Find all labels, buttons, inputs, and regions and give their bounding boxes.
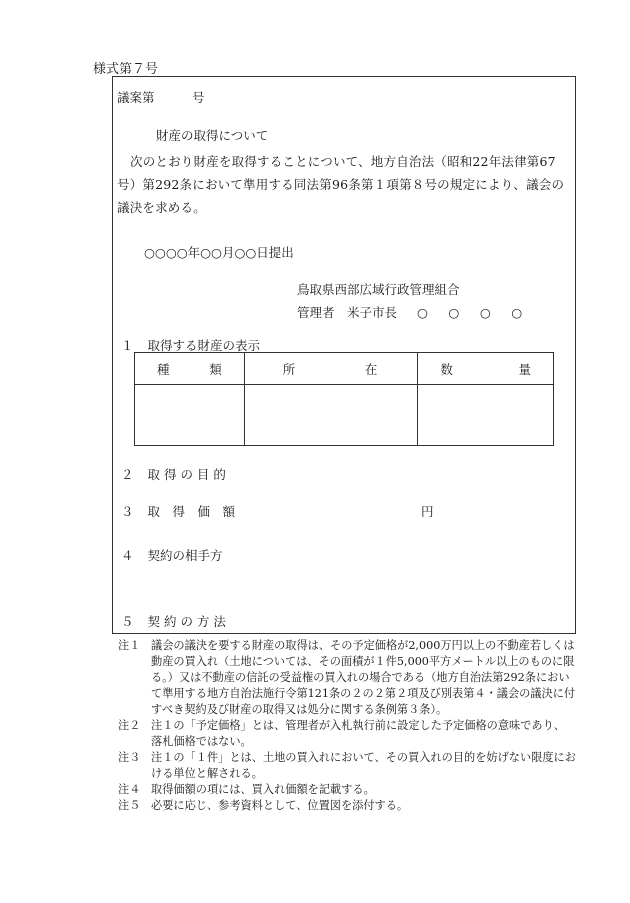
asset-table-header [135,353,554,385]
note-5 [118,798,576,814]
section-1-title: 取得する財産の表示 [147,338,261,353]
submission-date: ○○○○年○○月○○日提出 [144,245,294,260]
organization-name: 鳥取県西部広域行政管理組合 [297,282,460,297]
header-location-char-2: 在 [364,361,378,377]
note-text: 注１の「予定価格」とは、管理者が入札執行前に設定した予定価格の意味であり、落札価格ではない。 [151,719,565,748]
note-text: 注１の「１件」とは、土地の買入れにおいて、その買入れの目的を妨げない限度における単位と解される。 [151,751,576,780]
section-2 [121,465,226,483]
section-4 [121,546,223,564]
asset-table [134,352,554,446]
bill-number: 議案第 号 [117,90,205,105]
header-location [244,353,418,385]
section-3 [121,502,235,520]
section-3-number: ３ [121,504,134,519]
note-text: 取得価額の項には、買入れ価額を記載する。 [151,783,375,796]
section-1-number: １ [121,338,134,353]
cell-quantity[interactable] [418,385,554,446]
manager-title: 管理者 米子市長 [297,305,398,320]
price-unit: 円 [421,504,434,519]
section-4-number: ４ [121,548,134,563]
cell-type[interactable] [135,385,245,446]
manager-signature [297,303,526,321]
notes [118,638,576,814]
section-5-title: 契 約 の 方 法 [147,614,226,629]
body-text: 次のとおり財産を取得することについて、地方自治法（昭和22年法律第67号）第292条において準用する同法第96条第１項第８号の規定により、議会の議決を求める。 [117,154,565,215]
header-location-char-1: 所 [282,361,296,377]
section-3-title: 取 得 価 額 [147,504,236,519]
table-row [135,385,554,446]
header-quantity-char-2: 量 [518,361,531,377]
header-type-char-2: 類 [209,361,222,377]
note-text: 必要に応じ、参考資料として、位置図を添付する。 [151,799,409,812]
manager-name: ○ ○ ○ ○ [417,305,527,320]
note-3 [118,750,576,782]
header-type [135,353,245,385]
note-label: 注１ [118,639,141,652]
section-4-title: 契約の相手方 [147,548,223,563]
note-label: 注４ [118,783,141,796]
note-1 [118,638,576,718]
header-quantity-char-1: 数 [440,361,453,377]
section-5 [121,612,226,630]
note-label: 注２ [118,719,141,732]
body-paragraph [117,150,569,219]
section-5-number: ５ [121,614,134,629]
cell-location[interactable] [244,385,418,446]
form-number: 様式第７号 [93,62,159,77]
note-label: 注５ [118,799,141,812]
note-text: 議会の議決を要する財産の取得は、その予定価格が2,000万円以上の不動産若しくは動産の買入れ（土地については、その面積が１件5,000平方メートル以上のものに限る。）又は不動産の信託の受益権の買入れの場合である（地方自治法第292条において準用する地方自治法施行令第121条の２の２第２項及び別表第４・議会の議決に付すべき契約及び財産の取得又は処分に関する条例第３条）。 [151,639,576,716]
header-quantity [418,353,554,385]
header-type-char-1: 種 [157,361,170,377]
note-4 [118,782,576,798]
document-title: 財産の取得について [156,128,269,143]
section-2-title: 取 得 の 目 的 [147,467,226,482]
section-2-number: ２ [121,467,134,482]
note-label: 注３ [118,751,141,764]
note-2 [118,718,576,750]
